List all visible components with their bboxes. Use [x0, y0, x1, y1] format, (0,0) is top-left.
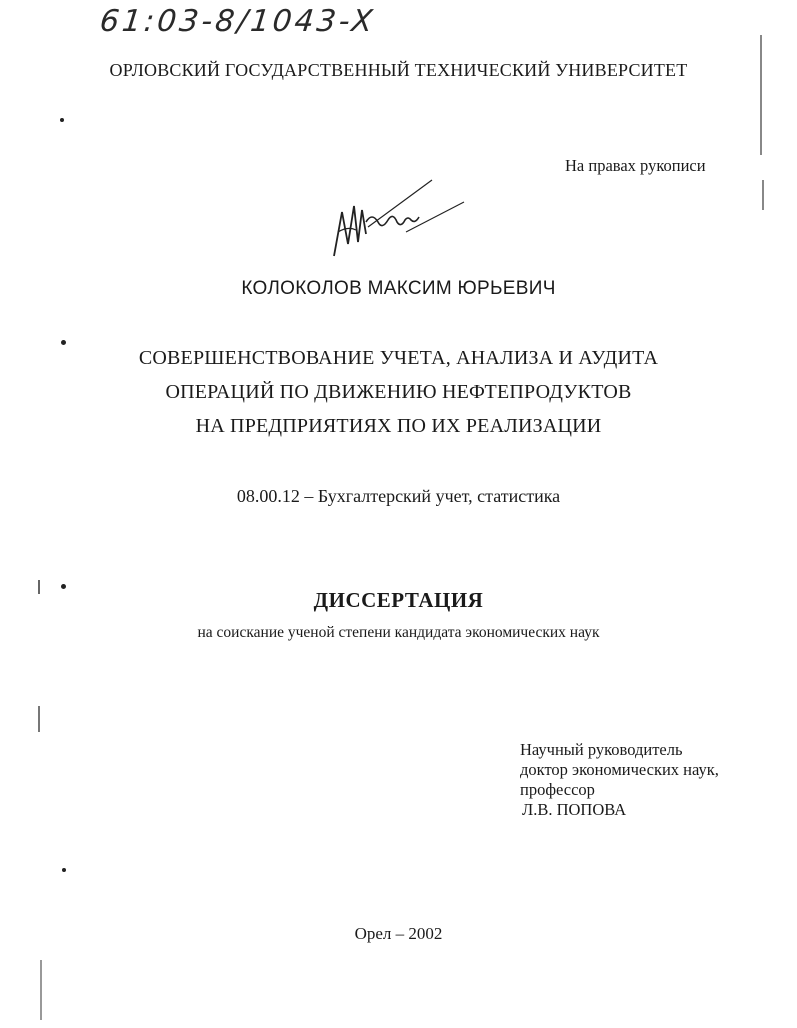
dissertation-title-line-1: СОВЕРШЕНСТВОВАНИЕ УЧЕТА, АНАЛИЗА И АУДИТА — [138, 347, 659, 369]
specialty-code: 08.00.12 – Бухгалтерский учет, статистика — [236, 486, 561, 506]
document-type: ДИССЕРТАЦИЯ — [313, 588, 484, 612]
rights-note: На правах рукописи — [565, 156, 706, 175]
scan-edge-line — [762, 180, 764, 210]
supervisor-rank: профессор — [520, 780, 595, 799]
scan-mark — [60, 118, 64, 122]
scan-edge-line — [760, 35, 762, 155]
supervisor-block — [520, 740, 719, 820]
supervisor-label: Научный руководитель — [520, 740, 683, 759]
scan-mark — [61, 340, 66, 345]
scan-edge-line — [40, 960, 42, 1020]
author-name: КОЛОКОЛОВ МАКСИМ ЮРЬЕВИЧ — [241, 278, 556, 299]
scan-mark — [62, 868, 66, 872]
dissertation-title-line-2: ОПЕРАЦИЙ ПО ДВИЖЕНИЮ НЕФТЕПРОДУКТОВ — [165, 381, 632, 403]
handwritten-archive-code: 61:03-8/1043-X — [98, 4, 377, 39]
dissertation-title-line-3: НА ПРЕДПРИЯТИЯХ ПО ИХ РЕАЛИЗАЦИИ — [195, 415, 602, 437]
scan-edge-line — [38, 580, 40, 594]
supervisor-degree: доктор экономических наук, — [520, 760, 719, 779]
supervisor-name: Л.В. ПОПОВА — [522, 800, 627, 819]
author-signature — [328, 172, 468, 262]
scan-edge-line — [38, 706, 40, 732]
scan-mark — [61, 584, 66, 589]
city-year: Орел – 2002 — [354, 924, 443, 943]
university-name: ОРЛОВСКИЙ ГОСУДАРСТВЕННЫЙ ТЕХНИЧЕСКИЙ УНИВЕРСИТЕТ — [109, 60, 688, 80]
degree-sought: на соискание ученой степени кандидата экономических наук — [197, 624, 600, 641]
